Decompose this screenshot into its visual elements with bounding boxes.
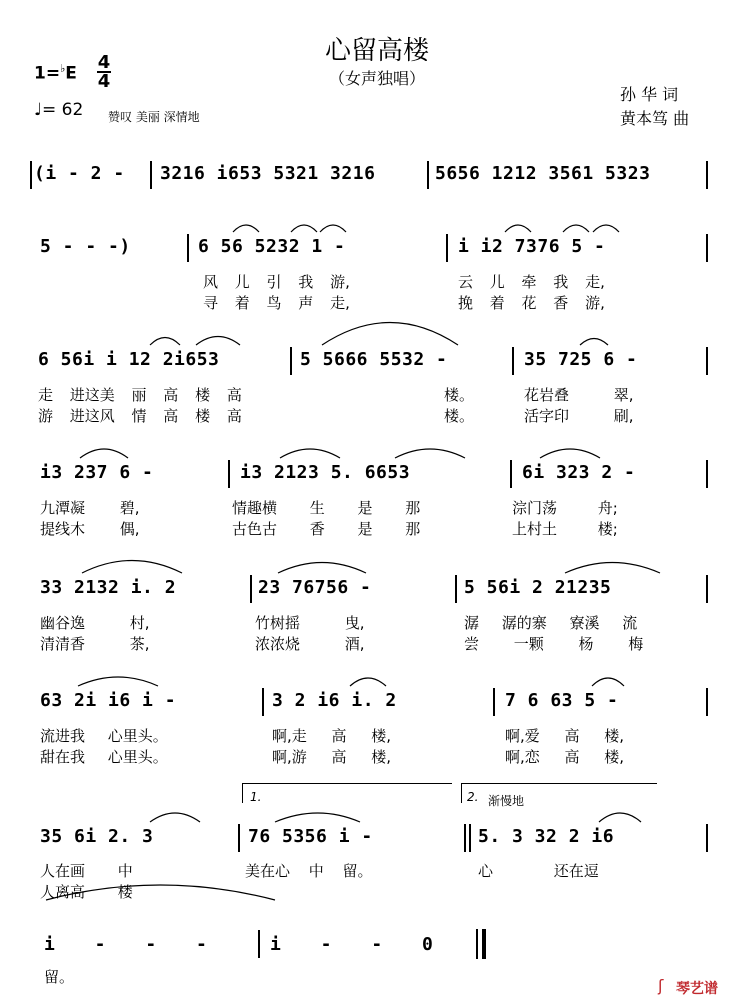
slur [233,225,259,232]
repeat-barline [469,824,471,852]
slur [593,225,619,232]
lyric-verse-2: 浓浓烧 酒, [255,635,365,653]
volta-2-label: 2. [467,790,479,804]
barline [706,234,708,262]
slur [322,323,458,346]
lyric-verse-2: 活字印 刷, [524,407,634,425]
slur [505,225,531,232]
slur [563,225,589,232]
lyric-verse-1: 心 还在逗 [478,862,599,880]
barline [706,688,708,716]
measure-notes: 3 2 i6 i. 2 [272,690,397,711]
lyric-verse-2: 寻 着 鸟 声 走, [203,294,350,312]
lyric-verse-2: 啊,游 高 楼, [272,748,392,766]
measure-notes: 5 56i 2 21235 [464,577,612,598]
slur [291,225,317,232]
slur [565,563,660,574]
measure-notes: i - - 0 [270,934,434,955]
lyric-verse-1: 人在画 中 [40,862,133,880]
lyric-verse-1: 九潭凝 碧, [40,499,140,517]
watermark-text: 琴艺谱 [676,981,718,997]
barline [706,575,708,603]
barline [455,575,457,603]
barline [187,234,189,262]
lyric-verse-1: 淙门荡 舟; [512,499,618,517]
barline [446,234,448,262]
measure-notes: i i2 7376 5 - [458,236,606,257]
measure-notes: i - - - [44,934,208,955]
volta-bracket-1-edge [242,783,243,803]
volta-bracket-1 [242,783,452,784]
measure-notes: 5 5666 5532 - [300,349,448,370]
measure-notes: i3 237 6 - [40,462,154,483]
slur [350,678,386,686]
lyricist-credit: 孙 华 词 [620,85,679,104]
measure-notes: 6 56i i 12 2i653 [38,349,220,370]
repeat-barline [464,824,466,852]
barline [512,347,514,375]
lyric-verse-1: 云 儿 牵 我 走, [458,273,605,291]
slur [278,563,366,574]
lyric-verse-2: 楼。 [444,407,475,425]
measure-notes: 6 56 5232 1 - [198,236,346,257]
measure-notes: 6i 323 2 - [522,462,636,483]
logo-icon: ʃ [658,976,664,995]
slur [592,678,624,686]
measure-notes: 63 2i i6 i - [40,690,177,711]
slur [82,561,182,574]
song-subtitle: （女声独唱） [328,69,425,88]
slur [540,449,600,458]
lyric-verse-2: 啊,恋 高 楼, [505,748,625,766]
lyric-verse-2: 人离高 楼 [40,883,133,901]
barline [493,688,495,716]
slur [320,225,346,232]
lyric-verse-1: 流进我 心里头。 [40,727,168,745]
lyric-verse-1: 潺 潺的寨 寮溪 流 [464,614,638,632]
measure-notes: 76 5356 i - [248,826,373,847]
slur [196,337,240,346]
lyric-verse-2: 甜在我 心里头。 [40,748,168,766]
lyric-verse-1: 走 进这美 丽 高 楼 高 [38,386,242,404]
measure-notes: 5656 1212 3561 5323 [435,163,651,184]
barline [30,161,32,189]
measure-notes: 3216 i653 5321 3216 [160,163,376,184]
measure-notes: 23 76756 - [258,577,372,598]
lyric-verse-2: 上村土 楼; [512,520,618,538]
lyric-verse-1: 留。 [44,968,75,986]
barline [290,347,292,375]
barline [258,930,260,958]
lyric-verse-1: 花岩叠 翠, [524,386,634,404]
composer-credit: 黄本笃 曲 [620,109,690,128]
lyric-verse-1: 楼。 [444,386,475,404]
tempo-marking: ♩= 62 [34,100,84,120]
lyric-verse-2: 古色古 香 是 那 [232,520,421,538]
measure-notes: 33 2132 i. 2 [40,577,177,598]
lyric-verse-2: 清清香 茶, [40,635,150,653]
barline [262,688,264,716]
time-signature: 4 4 [97,52,111,92]
measure-notes: 5. 3 32 2 i6 [478,826,615,847]
volta-1-label: 1. [250,790,262,804]
measure-notes: (i - 2 - [34,163,125,184]
lyric-verse-1: 情趣横 生 是 那 [232,499,421,517]
volta-2-text: 渐慢地 [488,794,525,808]
barline [238,824,240,852]
final-barline-thin [476,929,478,959]
barline [228,460,230,488]
lyric-verse-1: 竹树摇 曳, [255,614,365,632]
lyric-verse-2: 游 进这风 情 高 楼 高 [38,407,242,425]
slur [280,449,340,458]
measure-notes: 5 - - -) [40,236,131,257]
measure-notes: i3 2123 5. 6653 [240,462,411,483]
slur [80,449,128,458]
lyric-verse-2: 尝 一颗 杨 梅 [464,635,644,653]
barline [427,161,429,189]
lyric-verse-1: 幽谷逸 村, [40,614,150,632]
expression-marking: 赞叹 美丽 深情地 [108,110,200,124]
song-title: 心留高楼 [324,36,429,66]
volta-bracket-2-edge [461,783,462,803]
barline [706,460,708,488]
slur [275,813,360,822]
lyric-verse-1: 啊,爱 高 楼, [505,727,625,745]
lyric-verse-1: 啊,走 高 楼, [272,727,392,745]
key-signature: 1=♭E [34,62,77,84]
barline [150,161,152,189]
slur [150,813,200,822]
measure-notes: 35 6i 2. 3 [40,826,154,847]
lyric-verse-1: 风 儿 引 我 游, [203,273,350,291]
slur [395,449,465,458]
volta-bracket-2 [461,783,657,784]
lyric-verse-2: 提线木 偶, [40,520,140,538]
barline [706,161,708,189]
measure-notes: 7 6 63 5 - [505,690,619,711]
barline [510,460,512,488]
barline [250,575,252,603]
slur [78,677,158,686]
slur [580,339,608,346]
lyric-verse-2: 挽 着 花 香 游, [458,294,605,312]
measure-notes: 35 725 6 - [524,349,638,370]
barline [706,347,708,375]
slur [150,338,180,346]
lyric-verse-1: 美在心 中 留。 [245,862,373,880]
final-barline-thick [482,929,486,959]
barline [706,824,708,852]
slur [599,813,641,822]
